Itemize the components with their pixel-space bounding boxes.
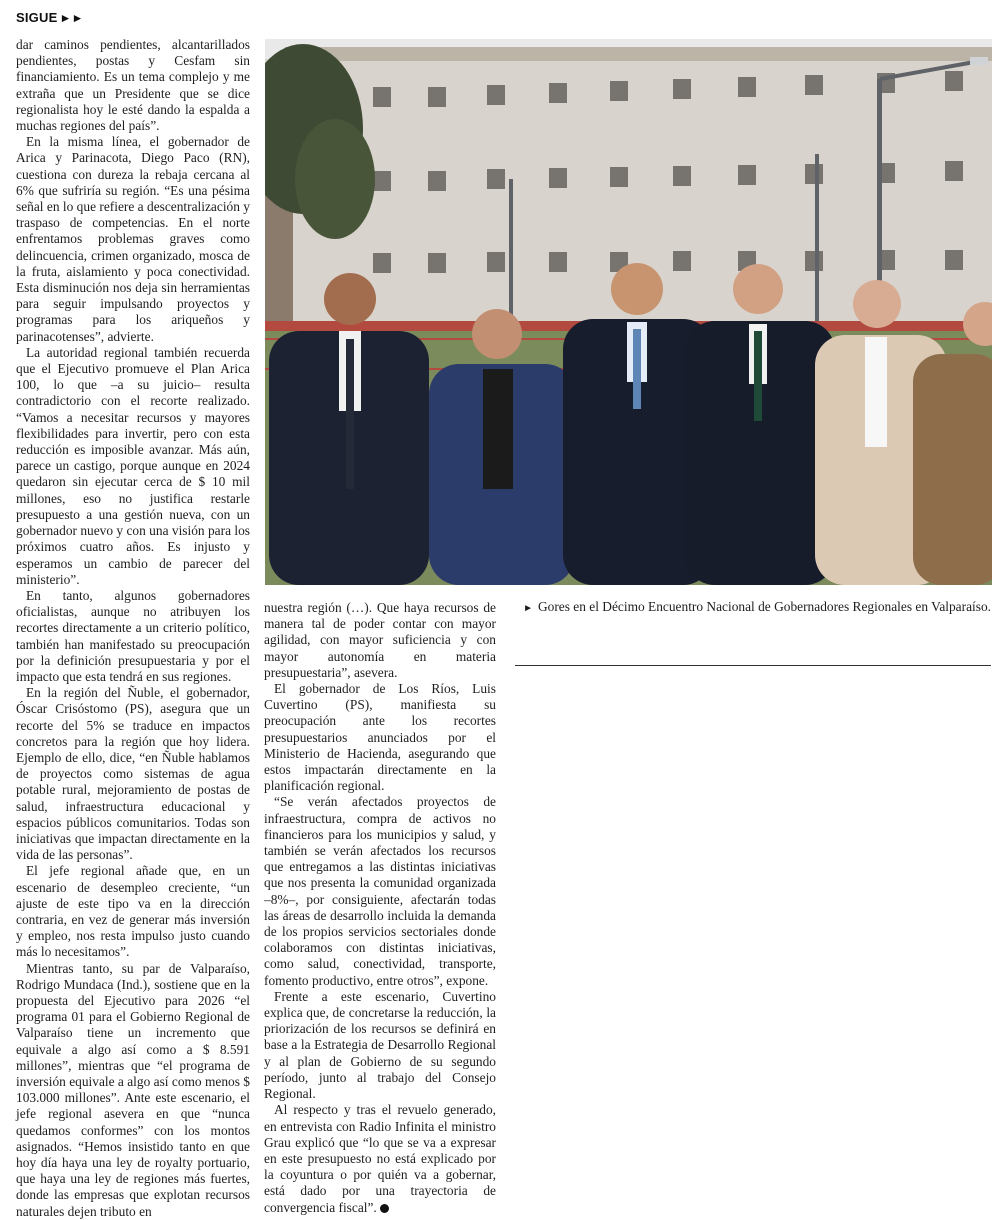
article-paragraph: En la región del Ñuble, el gobernador, Óscar Crisóstomo (PS), asegura que un recorte del 5% se traduce en impactos concretos para la región que hoy lidera. Ejemplo de ello, dice, “en Ñuble hablamos de proyectos como sistemas de agua potable rural, mejoramiento de postas de salud, infraestructura educacional y espacios públicos comunitarios. Todas son iniciativas que impactan directamente en la vida de las personas”. (16, 685, 250, 863)
caption-text: Gores en el Décimo Encuentro Nacional de Gobernadores Regionales en Valparaíso. (537, 599, 991, 614)
article-column-2 (264, 600, 496, 1216)
double-arrow-icon: ►► (59, 11, 84, 25)
article-column-1 (16, 37, 250, 1220)
article-paragraph: nuestra región (…). Que haya recursos de manera tal de poder contar con mayor agilidad, con mayor suficiencia y con mayor autonomía en materia presupuestaria”, asevera. (264, 600, 496, 680)
article-paragraph: dar caminos pendientes, alcantarillados pendientes, postas y Cesfam sin financiamiento. Es un tema complejo y me extraña que un Presidente que se dice regionalista hoy le esté dando la espalda a muchas regiones del país”. (16, 37, 250, 134)
photo-governors-group-image (265, 39, 992, 585)
article-paragraph: El gobernador de Los Ríos, Luis Cuvertino (PS), manifiesta su preocupación ante los recortes presupuestarios anunciados por el Ministerio de Hacienda, asegurando que estos impactarán directamente en la planificación regional. (264, 681, 496, 794)
article-paragraph: La autoridad regional también recuerda que el Ejecutivo promueve el Plan Arica 100, lo que –a su juicio– resulta contradictorio con el recorte realizado. “Vamos a necesitar recursos y mayores flexibilidades para invertir, pero con esta reducción es imposible avanzar. Más aún, parece un castigo, porque aunque en 2024 quedaron sin ejecutar cerca de $ 10 mil millones, eso no justifica restarle presupuesto a una gestión nueva, con un gobernador nuevo y con una visión para los próximos cuatro años. Es injusto y esperamos un cambio de parecer del ministerio”. (16, 344, 250, 587)
continues-label-text: SIGUE (16, 10, 58, 25)
news-photo (265, 39, 992, 585)
article-paragraph-last (264, 1102, 496, 1215)
article-paragraph-text: Al respecto y tras el revuelo generado, en entrevista con Radio Infinita el ministro Grau explicó que “lo que se va a expresar en este presupuesto no está explicado por la coyuntura o por quién va a gobernar, está dado por una trayectoria de convergencia fiscal”. (264, 1102, 496, 1215)
article-paragraph: Mientras tanto, su par de Valparaíso, Rodrigo Mundaca (Ind.), sostiene que en la propuesta del Ejecutivo para 2026 “el programa 01 para el Gobierno Regional de Valparaíso tiene un incremento que equivale a algo así como a $ 8.591 millones”, mientras que “el programa de inversión equivale a algo así como menos $ 103.000 millones”. Ante este escenario, el jefe regional asevera en que “nunca quedamos conformes” con los montos asignados. “Hemos insistido tanto en que hoy día haya una ley de royalty portuario, que haya una ley de regiones más fuertes, donde las empresas que explotan recursos naturales dejen tributo en (16, 960, 250, 1219)
end-of-article-icon (380, 1204, 389, 1213)
continues-label (16, 10, 84, 25)
caption-arrow-icon: ► (523, 603, 533, 614)
article-paragraph: En tanto, algunos gobernadores oficialistas, aunque no atribuyen los recortes directamente a un criterio político, también han manifestado su preocupación por la definición presupuestaria y por el impacto que esta tendrá en sus regiones. (16, 587, 250, 684)
article-paragraph: En la misma línea, el gobernador de Arica y Parinacota, Diego Paco (RN), cuestiona con dureza la rebaja cercana al 6% que sufriría su región. “Es una pésima señal en lo que refiere a descentralización y traspaso de competencias. En el norte enfrentamos problemas graves como delincuencia, crimen organizado, mosca de la fruta, aislamiento y poca conectividad. Esta disminución nos deja sin herramientas para seguir impulsando proyectos y programas para los ariqueños y parinacotenses”, advierte. (16, 134, 250, 344)
caption-divider (515, 665, 991, 666)
article-paragraph: “Se verán afectados proyectos de infraestructura, compra de activos no financieros para los municipios y salud, y también se verán afectados los recursos que entregamos a las distintas iniciativas que nos presenta la comunidad organizada –8%–, por consiguiente, afectarán todas las áreas de desarrollo incluida la demanda de los propios servicios sectoriales donde colaboramos con distintas iniciativas, como salud, conectividad, transporte, fomento productivo, entre otros”, expone. (264, 794, 496, 988)
photo-caption (515, 599, 991, 618)
article-paragraph: Frente a este escenario, Cuvertino explica que, de concretarse la reducción, la priorización de los recursos se definirá en base a la Estrategia de Desarrollo Regional y al plan de Gobierno de su segundo período, junto al trabajo del Consejo Regional. (264, 988, 496, 1102)
article-paragraph: El jefe regional añade que, en un escenario de desempleo creciente, “un ajuste de este tipo va en la dirección contraria, en vez de generar más inversión y empleo, nos resta impulso justo cuando más lo necesitamos”. (16, 863, 250, 960)
